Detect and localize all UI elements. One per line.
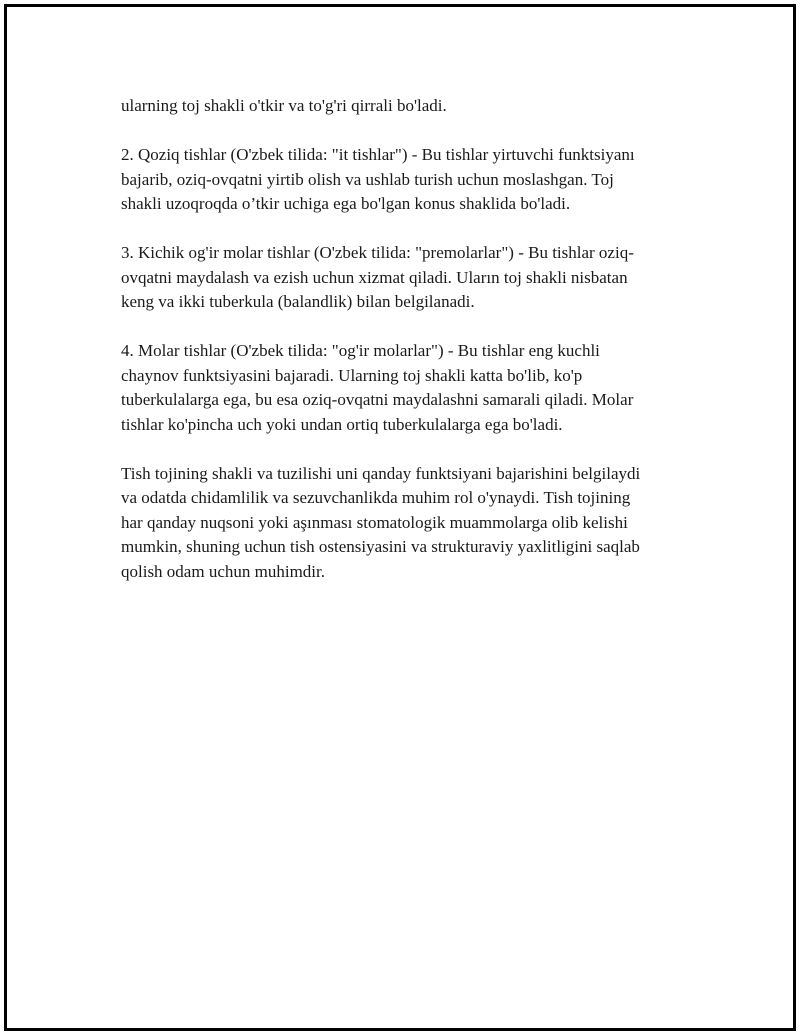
text-line: shakli uzoqroqda o’tkir uchiga ega bo'lgan konus shaklida bo'ladi. [121,194,571,213]
text-line: qolish odam uchun muhimdir. [121,561,325,581]
text-line: keng va ikki tuberkula (balandlik) bilan belgilanadi. [121,292,475,311]
text-line: tuberkulalarga ega, bu esa oziq-ovqatni maydalashni samarali qiladi. Molar [121,390,634,409]
paragraph-canine-teeth [121,143,701,217]
text-line: 2. Qoziq tishlar (O'zbek tilida: "it tishlar") - Bu tishlar yirtuvchi funktsiyanı [121,145,635,164]
document-body [121,94,701,609]
text-line: bajarib, oziq-ovqatni yirtib olish va ushlab turish uchun moslashgan. Toj [121,169,614,189]
text-line: ovqatni maydalash va ezish uchun xizmat qiladi. Uların toj shakli nisbatan [121,267,628,287]
paragraph-premolar-teeth [121,241,701,315]
text-line: ularning toj shakli o'tkir va to'g'ri qirrali bo'ladi. [121,96,447,115]
paragraph-intro-continuation [121,94,701,119]
document-page [4,4,796,1031]
paragraph-crown-conclusion [121,462,701,585]
text-line: mumkin, shuning uchun tish ostensiyasini va strukturaviy yaxlitligini saqlab [121,537,640,556]
text-line: va odatda chidamlilik va sezuvchanlikda muhim rol o'ynaydi. Tish tojining [121,488,631,507]
text-line: 3. Kichik og'ir molar tishlar (O'zbek tilida: "premolarlar") - Bu tishlar oziq- [121,243,634,262]
text-line: chaynov funktsiyasini bajaradi. Ularning toj shakli katta bo'lib, ko'p [121,365,583,385]
paragraph-molar-teeth [121,339,701,437]
text-line: Tish tojining shakli va tuzilishi uni qanday funktsiyani bajarishini belgilaydi [121,463,641,483]
text-line: tishlar ko'pincha uch yoki undan ortiq tuberkulalarga ega bo'ladi. [121,414,563,434]
text-line: 4. Molar tishlar (O'zbek tilida: "og'ir molarlar") - Bu tishlar eng kuchli [121,341,600,360]
text-line: har qanday nuqsoni yoki aşınması stomatologik muammolarga olib kelishi [121,512,628,532]
